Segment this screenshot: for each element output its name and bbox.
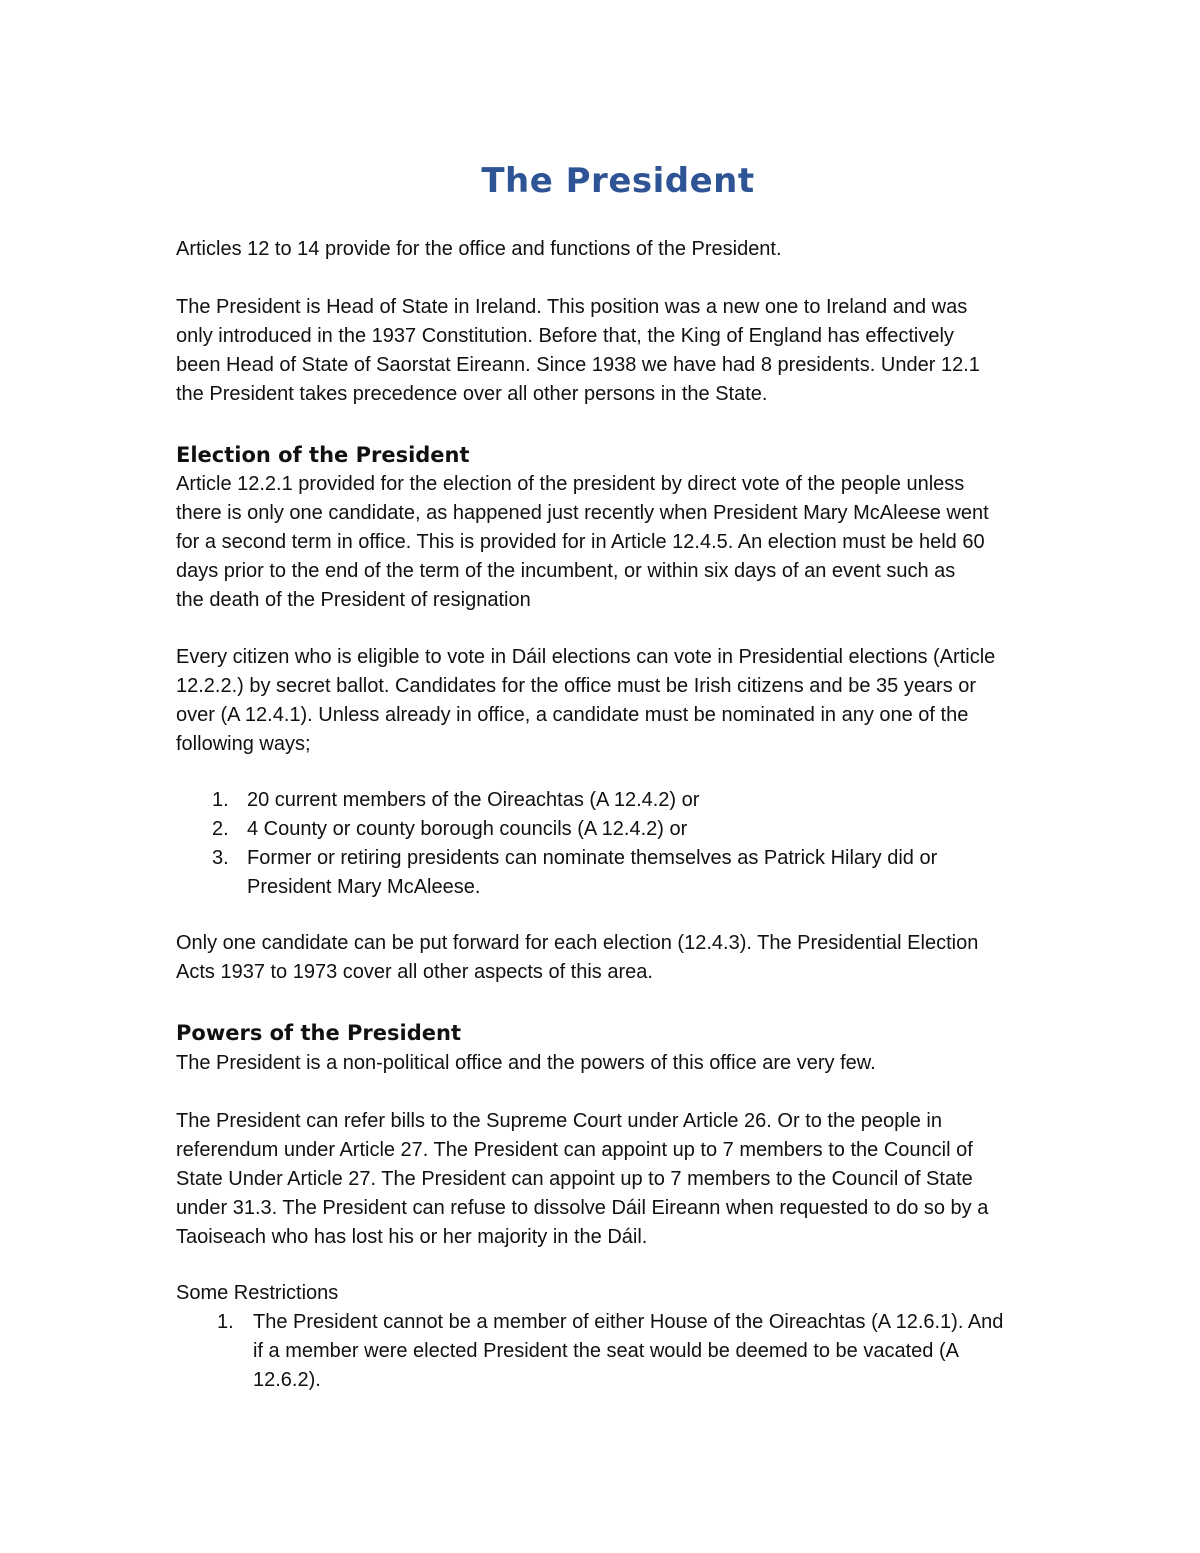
text-line: the President takes precedence over all other persons in the State. — [176, 383, 768, 405]
text-line: Only one candidate can be put forward for each election (12.4.3). The Presidential Election — [176, 932, 979, 954]
list-number: 2. — [212, 818, 229, 840]
text-line: The President can refer bills to the Supreme Court under Article 26. Or to the people in — [176, 1110, 942, 1132]
text-line: Acts 1937 to 1973 cover all other aspects of this area. — [176, 961, 653, 983]
election-paragraph-2 — [176, 643, 1076, 759]
list-item — [176, 786, 937, 815]
page-title: The President — [481, 161, 755, 201]
election-heading: Election of the President — [176, 443, 470, 467]
list-item-text: 4 County or county borough councils (A 12.4.2) or — [247, 818, 688, 840]
text-line: 12.2.2.) by secret ballot. Candidates for the office must be Irish citizens and be 35 years or — [176, 675, 977, 697]
restrictions-label: Some Restrictions — [176, 1282, 339, 1304]
nomination-list — [176, 786, 937, 902]
text-line: Taoiseach who has lost his or her majority in the Dáil. — [176, 1226, 648, 1248]
text-line: under 31.3. The President can refuse to dissolve Dáil Eireann when requested to do so by a — [176, 1197, 989, 1219]
text-line: only introduced in the 1937 Constitution. Before that, the King of England has effectively — [176, 325, 954, 347]
text-line: the death of the President of resignation — [176, 589, 531, 611]
powers-paragraph-1: The President is a non-political office and the powers of this office are very few. — [176, 1052, 876, 1074]
list-item-text: Former or retiring presidents can nominate themselves as Patrick Hilary did or — [247, 847, 938, 869]
text-line: Article 12.2.1 provided for the election of the president by direct vote of the people unless — [176, 473, 965, 495]
text-line: been Head of State of Saorstat Eireann. Since 1938 we have had 8 presidents. Under 12.1 — [176, 354, 980, 376]
list-item-text: President Mary McAleese. — [247, 876, 481, 898]
powers-paragraph-2 — [176, 1107, 1076, 1252]
list-item-text: 12.6.2). — [253, 1369, 321, 1391]
text-line: Every citizen who is eligible to vote in Dáil elections can vote in Presidential elections (Article — [176, 646, 996, 668]
list-item — [176, 815, 937, 844]
text-line: for a second term in office. This is provided for in Article 12.4.5. An election must be held 60 — [176, 531, 985, 553]
text-line: over (A 12.4.1). Unless already in office, a candidate must be nominated in any one of the — [176, 704, 969, 726]
list-number: 1. — [217, 1311, 234, 1333]
list-item — [176, 844, 937, 902]
election-paragraph-3 — [176, 929, 1076, 987]
list-number: 1. — [212, 789, 229, 811]
list-item — [176, 1308, 1003, 1395]
text-line: State Under Article 27. The President can appoint up to 7 members to the Council of State — [176, 1168, 973, 1190]
text-line: referendum under Article 27. The President can appoint up to 7 members to the Council of — [176, 1139, 973, 1161]
head-of-state-paragraph — [176, 293, 1076, 409]
list-item-text: if a member were elected President the seat would be deemed to be vacated (A — [253, 1340, 959, 1362]
text-line: days prior to the end of the term of the incumbent, or within six days of an event such as — [176, 560, 956, 582]
text-line: following ways; — [176, 733, 311, 755]
restrictions-list — [176, 1308, 1003, 1395]
powers-heading: Powers of the President — [176, 1021, 461, 1045]
election-paragraph-1 — [176, 470, 1076, 615]
list-item-text: 20 current members of the Oireachtas (A 12.4.2) or — [247, 789, 700, 811]
list-item-text: The President cannot be a member of either House of the Oireachtas (A 12.6.1). And — [253, 1311, 1004, 1333]
text-line: there is only one candidate, as happened just recently when President Mary McAleese went — [176, 502, 989, 524]
list-number: 3. — [212, 847, 229, 869]
text-line: The President is Head of State in Ireland. This position was a new one to Ireland and was — [176, 296, 968, 318]
intro-paragraph: Articles 12 to 14 provide for the office and functions of the President. — [176, 238, 782, 260]
